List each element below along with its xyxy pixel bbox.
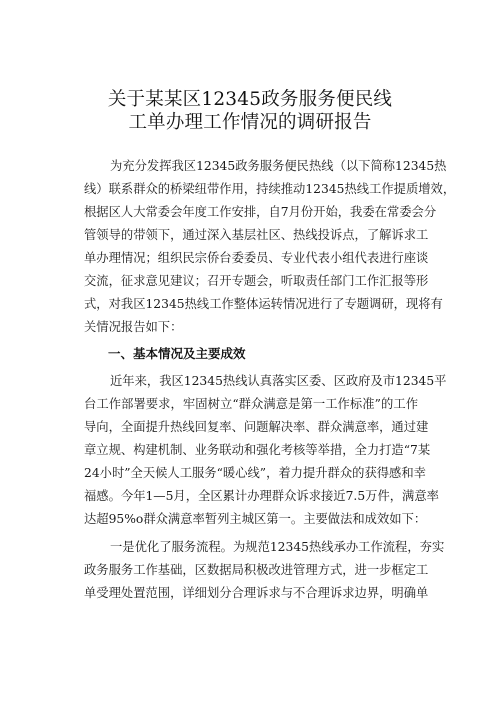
section-heading: 一、基本情况及主要成效 [108, 346, 246, 361]
section1-line: 章立规、构建机制、业务联动和强化考核等举措，全力打造“7某 [84, 443, 431, 457]
item1-line: 一是优化了服务流程。为规范12345热线承办工作流程，夯实 [110, 540, 445, 554]
intro-line: 单办理情况；组织民宗侨台委委员、专业代表小组代表进行座谈 [84, 251, 429, 265]
section1-line: 24小时”全天候人工服务“暖心线”，着力提升群众的获得感和幸 [84, 466, 426, 480]
intro-line: 根据区人大常委会年度工作安排，自7月份开始，我委在常委会分 [84, 205, 437, 219]
intro-line: 交流，征求意见建议；召开专题会，听取责任部门工作汇报等形 [84, 274, 429, 288]
section1-line: 达超95%o群众满意率暂列主城区第一。主要做法和成效如下： [84, 512, 427, 526]
item1-line: 政务服务工作基础，区数据局积极改进管理方式，进一步框定工 [84, 563, 429, 577]
section1-line: 近年来，我区12345热线认真落实区委、区政府及市12345平 [110, 374, 447, 388]
section1-line: 导向，全面提升热线回复率、问题解决率、群众满意率，通过建 [84, 420, 429, 434]
intro-line: 线）联系群众的桥梁纽带作用，持续推动12345热线工作提质增效， [84, 182, 456, 196]
intro-line: 式，对我区12345热线工作整体运转情况进行了专题调研，现将有 [84, 297, 443, 311]
title-line-2: 工单办理工作情况的调研报告 [128, 112, 372, 133]
intro-line: 为充分发挥我区12345政务服务便民热线（以下简称12345热 [110, 159, 447, 173]
intro-line: 管领导的带领下，通过深入基层社区、热线投诉点，了解诉求工 [84, 228, 429, 242]
title-line-1: 关于某某区12345政务服务便民线 [107, 89, 393, 110]
item1-line: 单受理处置范围，详细划分合理诉求与不合理诉求边界，明确单 [84, 586, 429, 600]
section1-line: 福感。今年1—5月，全区累计办理群众诉求接近7.5万件，满意率 [84, 489, 439, 503]
intro-line: 关情况报告如下： [84, 320, 183, 334]
section1-line: 台工作部署要求，牢固树立“群众满意是第一工作标准”的工作 [84, 397, 418, 411]
